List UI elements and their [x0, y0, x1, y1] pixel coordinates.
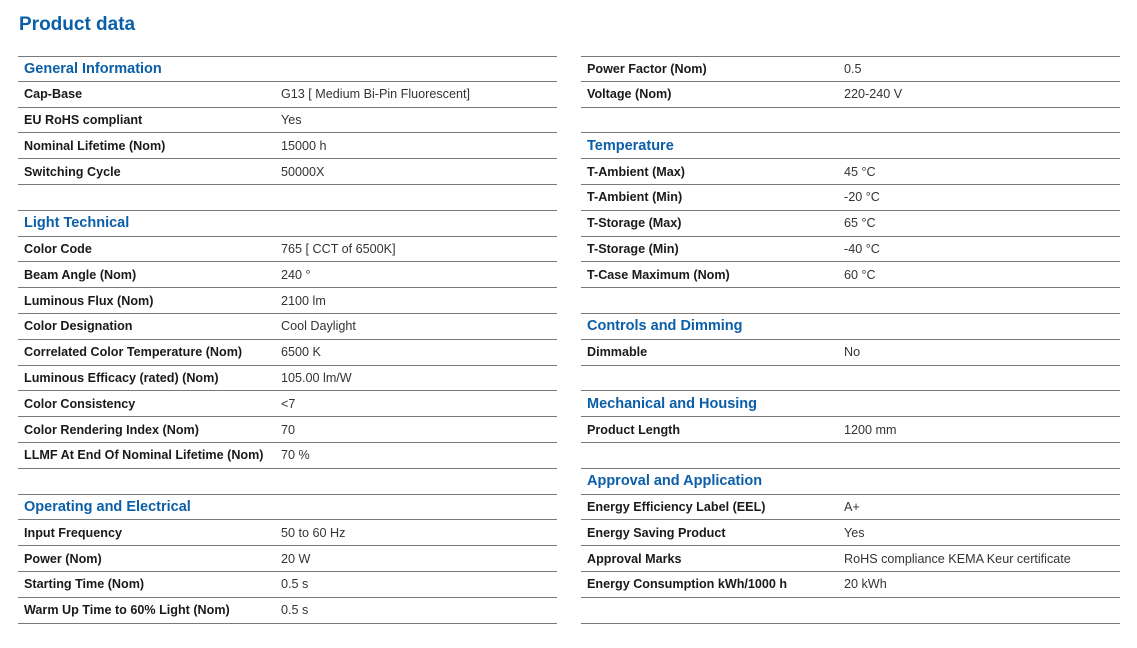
spec-row: [581, 82, 1120, 108]
spec-label: Color Rendering Index (Nom): [24, 422, 199, 437]
spacer-row: [581, 598, 1120, 624]
spec-row: [581, 495, 1120, 521]
spec-row: [581, 262, 1120, 288]
spec-label: Color Designation: [24, 319, 133, 334]
spec-value: 50000X: [281, 164, 325, 179]
section-title: Approval and Application: [587, 473, 763, 490]
spec-value: 105.00 lm/W: [281, 370, 352, 385]
section-title: General Information: [24, 60, 162, 77]
spec-label: Input Frequency: [24, 525, 122, 540]
spacer-row: [18, 469, 557, 495]
spec-value: 20 kWh: [844, 577, 887, 592]
spec-label: Nominal Lifetime (Nom): [24, 138, 166, 153]
section-title: Temperature: [587, 137, 674, 154]
spec-value: 765 [ CCT of 6500K]: [281, 241, 396, 256]
spec-label: Switching Cycle: [24, 164, 121, 179]
left-column: [18, 56, 557, 624]
spec-value: -40 °C: [844, 241, 880, 256]
spec-label: LLMF At End Of Nominal Lifetime (Nom): [24, 448, 264, 463]
section-heading-mechanical: [581, 391, 1120, 417]
section-title: Mechanical and Housing: [587, 395, 757, 412]
spec-row: [18, 391, 557, 417]
right-column: [581, 56, 1120, 624]
spec-value: RoHS compliance KEMA Keur certificate: [844, 551, 1071, 566]
spec-label: T-Case Maximum (Nom): [587, 267, 730, 282]
spec-row: [581, 237, 1120, 263]
spec-label: Energy Consumption kWh/1000 h: [587, 577, 788, 592]
spec-row: [581, 417, 1120, 443]
spec-value: 65 °C: [844, 216, 876, 231]
spec-label: Color Consistency: [24, 396, 136, 411]
spec-label: Starting Time (Nom): [24, 577, 145, 592]
spec-row: [581, 340, 1120, 366]
spec-label: T-Ambient (Min): [587, 190, 683, 205]
spec-value: 240 °: [281, 267, 311, 282]
spec-value: 220-240 V: [844, 87, 903, 102]
spec-value: 0.5 s: [281, 577, 309, 592]
spec-row: [18, 262, 557, 288]
spec-label: Dimmable: [587, 345, 648, 360]
spec-value: 70 %: [281, 448, 310, 463]
spec-value: G13 [ Medium Bi-Pin Fluorescent]: [281, 87, 470, 102]
spec-value: No: [844, 345, 861, 360]
spec-row: [18, 314, 557, 340]
spacer-row: [18, 185, 557, 211]
spec-label: Energy Efficiency Label (EEL): [587, 499, 766, 514]
spec-row: [18, 520, 557, 546]
spec-label: Correlated Color Temperature (Nom): [24, 345, 243, 360]
spec-value: A+: [844, 499, 860, 514]
section-heading-temperature: [581, 133, 1120, 159]
spec-value: 50 to 60 Hz: [281, 525, 346, 540]
spec-value: 60 °C: [844, 267, 876, 282]
spec-value: 6500 K: [281, 345, 321, 360]
section-heading-light: [18, 211, 557, 237]
spec-value: 15000 h: [281, 138, 327, 153]
spec-label: Energy Saving Product: [587, 525, 726, 540]
spec-label: EU RoHS compliant: [24, 112, 143, 127]
spec-row: [18, 598, 557, 624]
spec-row: [18, 340, 557, 366]
spec-row: [18, 237, 557, 263]
spacer-row: [581, 108, 1120, 134]
spec-label: Warm Up Time to 60% Light (Nom): [24, 603, 230, 618]
spec-row: [18, 572, 557, 598]
section-title: Light Technical: [24, 215, 130, 232]
spec-row: [18, 288, 557, 314]
spec-row: [581, 572, 1120, 598]
spec-label: Luminous Efficacy (rated) (Nom): [24, 370, 219, 385]
spec-value: Yes: [281, 112, 302, 127]
spec-label: T-Ambient (Max): [587, 164, 685, 179]
spec-value: <7: [281, 396, 296, 411]
spec-label: T-Storage (Max): [587, 216, 682, 231]
spec-row: [581, 185, 1120, 211]
spec-row: [581, 546, 1120, 572]
spec-row: [18, 417, 557, 443]
spec-label: Beam Angle (Nom): [24, 267, 137, 282]
section-heading-general: [18, 56, 557, 82]
spec-row: [18, 82, 557, 108]
spec-value: 45 °C: [844, 164, 876, 179]
spec-label: T-Storage (Min): [587, 241, 679, 256]
spec-value: 20 W: [281, 551, 311, 566]
section-heading-approval: [581, 469, 1120, 495]
spec-label: Luminous Flux (Nom): [24, 293, 154, 308]
section-title: Operating and Electrical: [24, 498, 191, 515]
spec-label: Cap-Base: [24, 87, 83, 102]
spacer-row: [581, 288, 1120, 314]
spec-row: [581, 211, 1120, 237]
spec-value: 1200 mm: [844, 422, 897, 437]
spec-label: Power Factor (Nom): [587, 61, 707, 76]
spec-label: Power (Nom): [24, 551, 102, 566]
spec-row: [581, 159, 1120, 185]
spacer-row: [581, 366, 1120, 392]
spec-value: 2100 lm: [281, 293, 326, 308]
spec-row: [18, 133, 557, 159]
spec-value: 0.5 s: [281, 603, 309, 618]
spec-row: [581, 56, 1120, 82]
spec-label: Product Length: [587, 422, 681, 437]
section-heading-operating: [18, 495, 557, 521]
spec-value: -20 °C: [844, 190, 880, 205]
section-title: Controls and Dimming: [587, 318, 743, 335]
spec-value: 0.5: [844, 61, 862, 76]
spec-label: Approval Marks: [587, 551, 682, 566]
spec-value: Cool Daylight: [281, 319, 356, 334]
spec-row: [581, 520, 1120, 546]
spec-label: Color Code: [24, 241, 92, 256]
spec-value: 70: [281, 422, 296, 437]
spec-row: [18, 546, 557, 572]
spec-value: Yes: [844, 525, 865, 540]
spec-row: [18, 159, 557, 185]
page-title: Product data: [19, 14, 136, 35]
section-heading-controls: [581, 314, 1120, 340]
spec-row: [18, 366, 557, 392]
spacer-row: [581, 443, 1120, 469]
spec-row: [18, 108, 557, 134]
spec-label: Voltage (Nom): [587, 87, 672, 102]
spec-row: [18, 443, 557, 469]
